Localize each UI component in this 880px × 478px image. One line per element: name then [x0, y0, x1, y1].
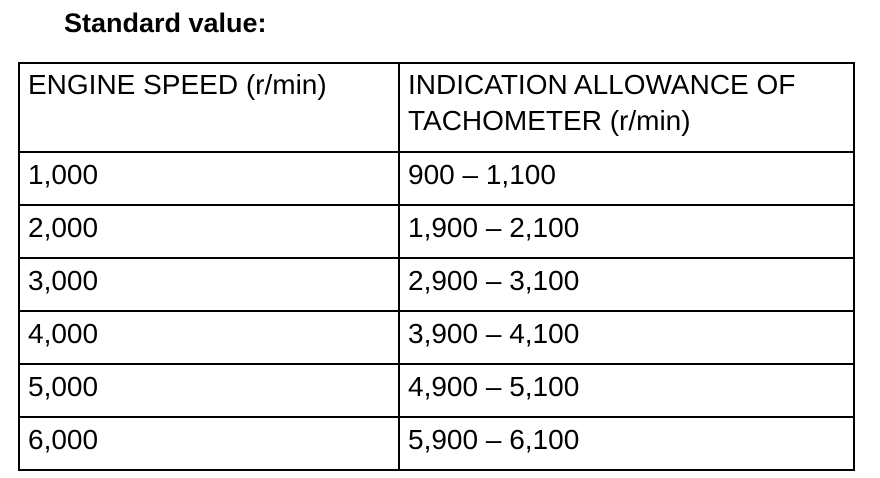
indication-allowance-cell: 3,900 – 4,100 [399, 311, 854, 364]
engine-speed-cell: 4,000 [19, 311, 399, 364]
table-row [19, 258, 854, 311]
engine-speed-cell: 1,000 [19, 152, 399, 205]
column-header-engine-speed: ENGINE SPEED (r/min) [19, 63, 399, 152]
engine-speed-cell: 5,000 [19, 364, 399, 417]
table-row [19, 152, 854, 205]
engine-speed-cell: 2,000 [19, 205, 399, 258]
indication-allowance-cell: 1,900 – 2,100 [399, 205, 854, 258]
table-row [19, 364, 854, 417]
standard-value-table [18, 62, 855, 471]
table-header-row [19, 63, 854, 152]
table-row [19, 205, 854, 258]
indication-allowance-cell: 4,900 – 5,100 [399, 364, 854, 417]
table-row [19, 417, 854, 470]
indication-allowance-cell: 900 – 1,100 [399, 152, 854, 205]
indication-allowance-cell: 2,900 – 3,100 [399, 258, 854, 311]
engine-speed-cell: 6,000 [19, 417, 399, 470]
indication-allowance-cell: 5,900 – 6,100 [399, 417, 854, 470]
column-header-indication-allowance: INDICATION ALLOWANCE OF TACHOMETER (r/min) [399, 63, 854, 152]
page-title: Standard value: [64, 8, 267, 38]
engine-speed-cell: 3,000 [19, 258, 399, 311]
table-row [19, 311, 854, 364]
